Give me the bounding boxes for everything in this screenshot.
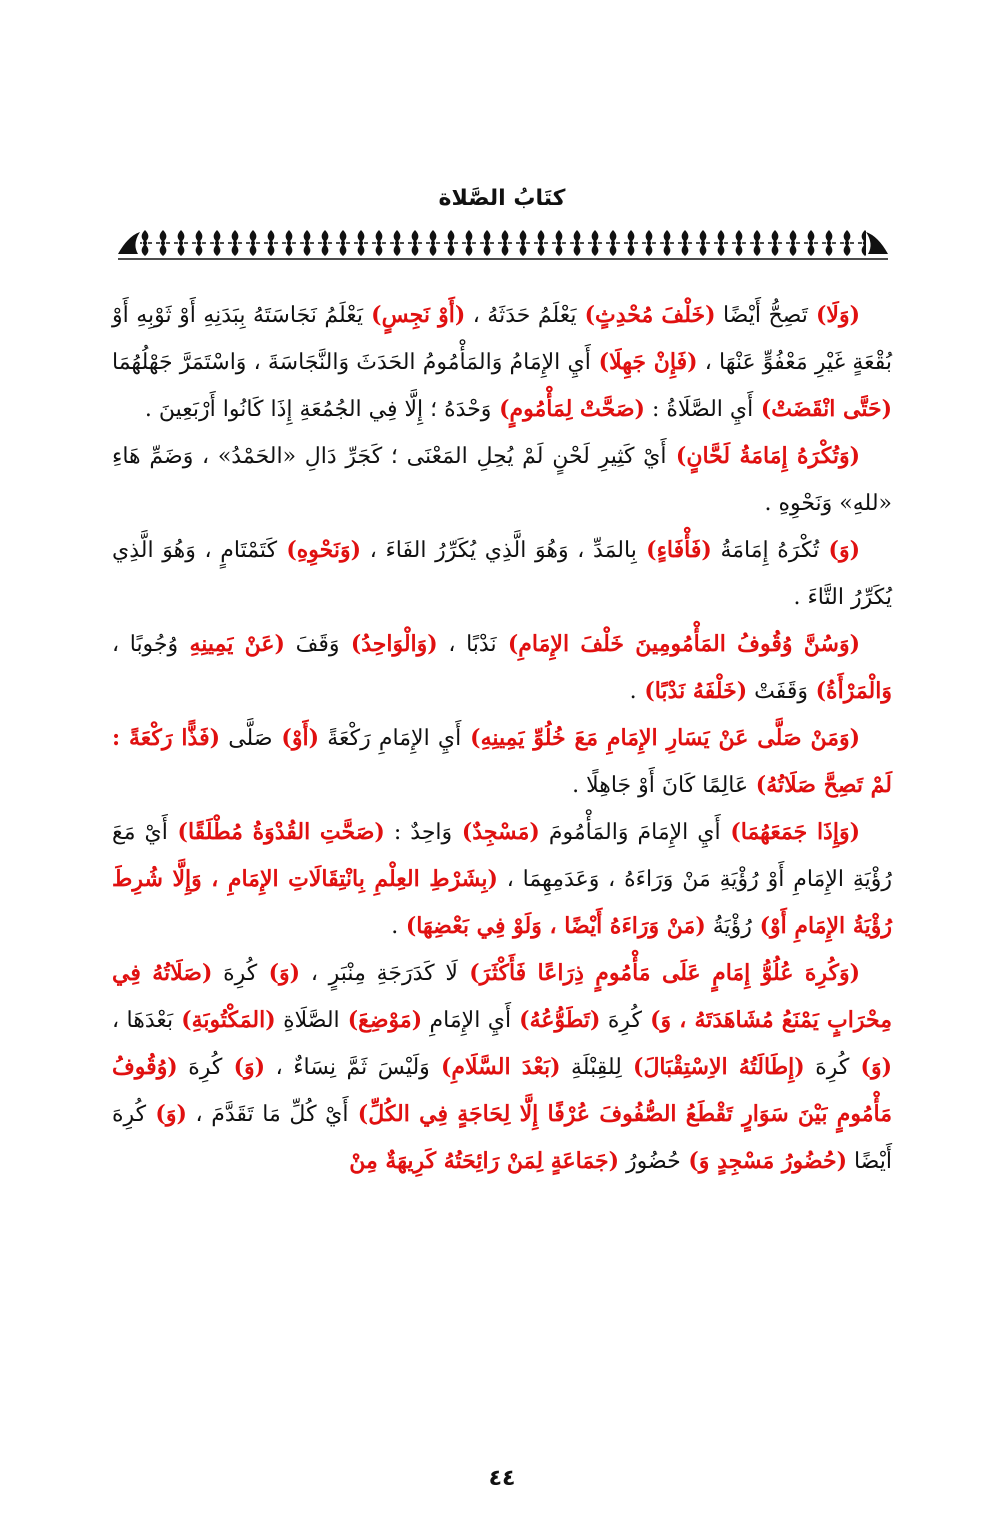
sharh-segment: أَيِ الإِمَامِ رَكْعَةً <box>318 726 462 751</box>
matn-segment: (عَنْ يَمِينِهِ <box>178 631 285 657</box>
matn-segment: (وَ) <box>222 1054 266 1080</box>
matn-segment: (وَسُنَّ وُقُوفُ المَأْمُومِينَ خَلْفَ الإِمَامِ) <box>496 631 860 657</box>
paragraph <box>112 950 892 1185</box>
sharh-segment: كُرِهَ <box>804 1055 850 1080</box>
sharh-segment: وَقَفَتْ <box>747 679 808 704</box>
matn-segment: (صَحَّتِ القُدْوَةُ مُطْلَقًا) <box>167 819 385 845</box>
matn-segment: (وَ) <box>146 1101 187 1127</box>
matn-segment: (وَمَنْ صَلَّى عَنْ يَسَارِ الإِمَامِ مَعَ خُلُوِّ يَمِينِهِ) <box>461 725 861 751</box>
matn-segment: (تَطَوُّعُهُ) <box>511 1007 601 1033</box>
sharh-segment: تَصِحُّ أَيْضًا <box>715 303 808 328</box>
matn-segment: (فَأْفَاءٍ) <box>636 537 712 563</box>
matn-segment: (خَلْفَهُ نَدْبًا) <box>636 678 748 704</box>
sharh-segment: كُرِهَ أَيْضًا <box>112 1102 892 1174</box>
paragraph <box>112 621 892 715</box>
paragraph <box>112 809 892 950</box>
matn-segment: (مَوْضِعَ) <box>339 1007 423 1033</box>
matn-segment: (وَكُرِهَ عُلُوُّ إِمَامٍ عَلَى مَأْمُومٍ ذِرَاعًا فَأَكْثَرَ) <box>457 960 861 986</box>
matn-segment: (فَإِنْ جَهِلَا) <box>590 349 698 375</box>
matn-segment: (المَكْتُوبَةِ) <box>173 1007 276 1033</box>
sharh-segment: أَيِ الصَّلَاةُ : <box>644 397 754 422</box>
paragraph <box>112 292 892 433</box>
sharh-segment: رُؤْيَةُ <box>705 914 752 939</box>
matn-segment: (بَعْدَ السَّلَامِ) <box>429 1054 561 1080</box>
sharh-segment: أَيِ الإِمَامِ <box>422 1008 512 1033</box>
sharh-segment: أَيْ كُلِّ مَا تَقَدَّمَ ، <box>186 1102 349 1127</box>
paragraph <box>112 715 892 809</box>
matn-segment: (وُقُوفُ مَأْمُومٍ بَيْنَ سَوَارٍ تَقْطَعُ الصُّفُوفَ عُرْفًا إِلَّا لِحَاجَةٍ فِي الكُلِّ) <box>112 1054 892 1127</box>
matn-segment: (وَالْوَاحِدُ) <box>339 631 438 657</box>
matn-segment: (وَ) <box>849 1054 892 1080</box>
decorative-border-ornament <box>118 226 888 260</box>
sharh-segment: الصَّلَاةِ <box>275 1008 340 1033</box>
sharh-segment: أَيِ الإِمَامَ وَالمَأْمُومَ <box>539 820 721 845</box>
paragraph <box>112 527 892 621</box>
matn-segment: (مَسْجِدٌ) <box>452 819 540 845</box>
matn-segment: (مَنْ وَرَاءَهُ أَيْضًا ، وَلَوْ فِي بَعْضِهَا) <box>398 913 706 939</box>
sharh-segment: كَتَمْتَامٍ ، وَهُوَ الَّذِي يُكَرِّرُ التَّاءَ . <box>112 538 892 610</box>
matn-segment: (خَلْفَ مُحْدِثٍ) <box>576 302 716 328</box>
matn-segment: (إِطَالَتُهُ الاِسْتِقْبَالَ) <box>621 1054 805 1080</box>
paragraph <box>112 433 892 527</box>
sharh-segment: عَالِمًا كَانَ أَوْ جَاهِلًا . <box>572 773 749 798</box>
sharh-segment: تُكْرَهُ إِمَامَةُ <box>711 538 820 563</box>
sharh-segment: وَحْدَهُ ؛ إِلَّا فِي الجُمُعَةِ إِذَا كَانُوا أَرْبَعِينَ . <box>144 397 492 422</box>
sharh-segment: وَقَفَ <box>284 632 340 657</box>
sharh-segment: لِلقِبْلَةِ <box>560 1055 622 1080</box>
page-number: ٤٤ <box>488 1466 516 1491</box>
matn-segment: (حُضُورُ مَسْجِدٍ وَ) <box>680 1148 847 1174</box>
sharh-segment: يَعْلَمُ حَدَثَهُ ، <box>465 303 577 328</box>
sharh-segment: صَلَّى <box>220 726 273 751</box>
sharh-segment: لَا كَدَرَجَةِ مِنْبَرٍ ، <box>300 961 458 986</box>
matn-segment: (وَلَا) <box>807 302 861 328</box>
sharh-segment: حُضُورُ <box>619 1149 681 1174</box>
matn-segment: (فَذًّا رَكْعَةً : لَمْ تَصِحَّ صَلَاتُهُ) <box>112 725 892 798</box>
main-text <box>112 292 892 1185</box>
matn-segment: (وَإِذَا جَمَعَهُمَا) <box>720 819 860 845</box>
sharh-segment: كُرِهَ <box>212 961 258 986</box>
sharh-segment: بِالمَدِّ ، وَهُوَ الَّذِي يُكَرِّرُ الفَاءَ ، <box>361 538 637 563</box>
sharh-segment: . <box>629 679 637 704</box>
matn-segment: (صَحَّتْ لِمَأْمُومٍ) <box>491 396 645 422</box>
sharh-segment: بَعْدَهَا ، <box>112 1008 174 1033</box>
sharh-segment: أَيِ الإِمَامُ وَالمَأْمُومُ الحَدَثَ وَالنَّجَاسَةَ ، وَاسْتَمَرَّ جَهْلُهُمَا <box>112 350 591 375</box>
sharh-segment: يَعْلَمُ نَجَاسَتَهُ بِبَدَنِهِ أَوْ ثَوْبِهِ أَوْ بُقْعَةٍ غَيْرِ مَعْفُوٍّ عَنْهَا ، <box>112 303 892 375</box>
sharh-segment: نَدْبًا ، <box>437 632 497 657</box>
matn-segment: (وَتُكْرَهُ إِمَامَةُ لَحَّانٍ) <box>666 443 860 469</box>
sharh-segment: أَيْ كَثِيرِ لَحْنٍ لَمْ يُحِلِ المَعْنَى ؛ كَجَرِّ دَالِ «الحَمْدُ» ، وَضَمِّ هَاءِ «للهِ» وَنَحْوِهِ . <box>112 444 892 516</box>
matn-segment: (صَلَاتُهُ فِي مِحْرَابٍ يَمْنَعُ مُشَاهَدَتَهُ ، وَ) <box>112 960 892 1033</box>
sharh-segment: . <box>391 914 399 939</box>
matn-segment: (حَتَّى انْقَضَتْ) <box>753 396 892 422</box>
matn-segment: وَالْمَرْأَةُ) <box>807 678 892 704</box>
matn-segment: (جَمَاعَةٍ لِمَنْ رَائِحَتُهُ كَرِيهَةٌ مِنْ <box>349 1148 620 1174</box>
sharh-segment: وَاحِدٌ : <box>384 820 453 845</box>
sharh-segment: وُجُوبًا ، <box>112 632 179 657</box>
matn-segment: (بِشَرْطِ العِلْمِ بِانْتِقَالَاتِ الإِمَامِ ، وَإِلَّا شُرِطَ رُؤْيَةُ الإِمَامِ أَوْ) <box>112 866 892 939</box>
matn-segment: (أَوْ نَجِسٍ) <box>363 302 466 328</box>
sharh-segment: كُرِهَ <box>600 1008 643 1033</box>
matn-segment: (وَ) <box>819 537 860 563</box>
sharh-segment: وَلَيْسَ ثَمَّ نِسَاءٌ ، <box>265 1055 430 1080</box>
chapter-title: كتَابُ الصَّلاة <box>438 186 566 211</box>
sharh-segment: أَيْ مَعَ رُؤْيَةِ الإِمَامِ أَوْ رُؤْيَةِ مَنْ وَرَاءَهُ ، وَعَدَمِهِمَا ، <box>112 820 893 892</box>
matn-segment: (وَنَحْوِهِ) <box>277 537 362 563</box>
sharh-segment: كُرِهَ <box>177 1055 223 1080</box>
matn-segment: (أَوْ) <box>272 725 319 751</box>
matn-segment: (وَ) <box>257 960 301 986</box>
